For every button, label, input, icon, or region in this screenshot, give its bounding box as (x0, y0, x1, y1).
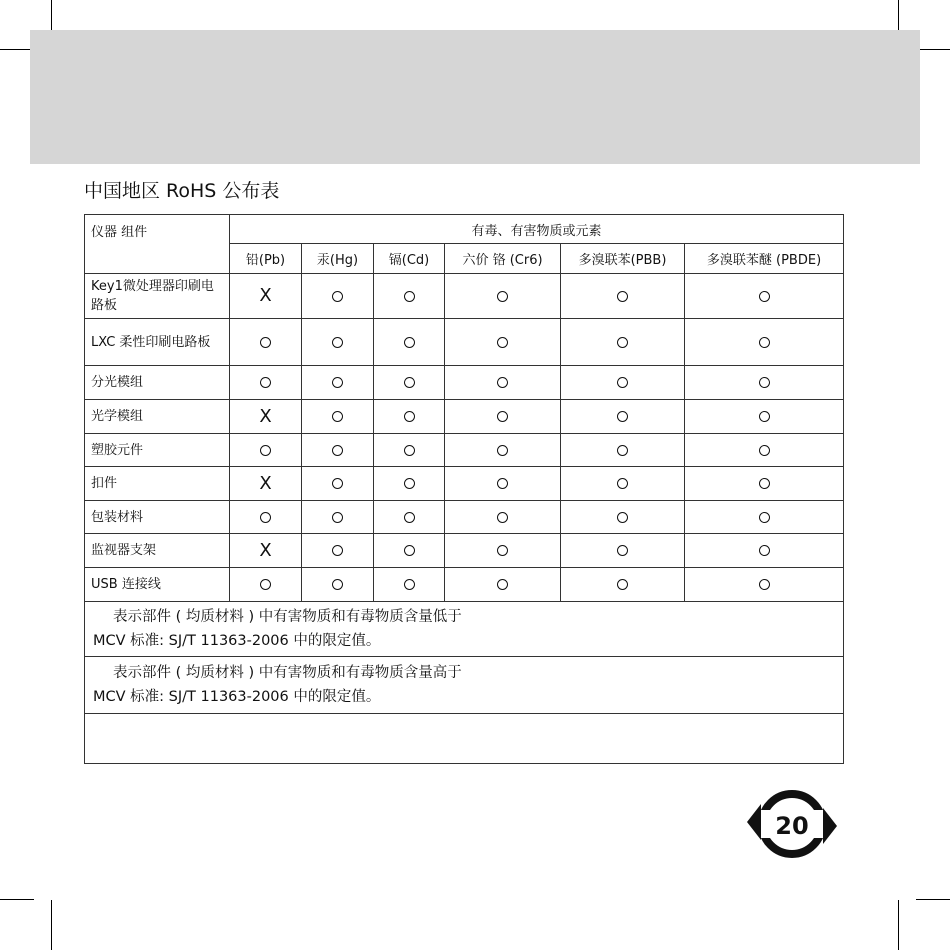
table-row (85, 501, 844, 534)
substance-header: 多溴联苯(PBB) (561, 244, 685, 274)
compliant-circle-icon (332, 291, 343, 302)
compliant-circle-icon (332, 377, 343, 388)
substance-cell (374, 366, 445, 400)
part-name: Key1微处理器印刷电路板 (85, 274, 230, 319)
crop-mark (0, 49, 34, 50)
part-name: 塑胶元件 (85, 434, 230, 467)
compliant-circle-icon (759, 337, 770, 348)
substance-cell (302, 534, 374, 568)
substance-cell (374, 434, 445, 467)
substance-cell (561, 467, 685, 501)
compliant-circle-icon (260, 579, 271, 590)
substance-cell (685, 319, 844, 366)
table-row (85, 534, 844, 568)
compliant-circle-icon (617, 512, 628, 523)
compliant-circle-icon (617, 337, 628, 348)
compliant-circle-icon (404, 337, 415, 348)
compliant-circle-icon (260, 337, 271, 348)
substance-header: 六价 铬 (Cr6) (445, 244, 561, 274)
substance-cell (374, 534, 445, 568)
logo-number: 20 (775, 812, 809, 840)
compliant-circle-icon (759, 445, 770, 456)
compliant-circle-icon (497, 445, 508, 456)
substance-cell (302, 319, 374, 366)
compliant-circle-icon (404, 478, 415, 489)
compliant-circle-icon (759, 579, 770, 590)
part-name: LXC 柔性印刷电路板 (85, 319, 230, 366)
compliant-circle-icon (404, 512, 415, 523)
compliant-circle-icon (332, 411, 343, 422)
substance-cell (230, 366, 302, 400)
substance-cell (230, 467, 302, 501)
compliant-circle-icon (617, 377, 628, 388)
header-banner (30, 30, 920, 164)
page-title: 中国地区 RoHS 公布表 (84, 180, 280, 202)
substance-cell (445, 366, 561, 400)
substance-cell (685, 467, 844, 501)
substance-cell (561, 274, 685, 319)
substance-cell (230, 534, 302, 568)
table-row (85, 467, 844, 501)
compliant-circle-icon (497, 337, 508, 348)
compliant-circle-icon (404, 545, 415, 556)
substance-cell (374, 400, 445, 434)
compliant-circle-icon (759, 512, 770, 523)
part-name: USB 连接线 (85, 568, 230, 602)
substance-cell (685, 400, 844, 434)
table-row (85, 400, 844, 434)
compliant-circle-icon (617, 291, 628, 302)
substance-cell (445, 467, 561, 501)
compliant-circle-icon (497, 579, 508, 590)
substance-cell (302, 501, 374, 534)
compliant-circle-icon (497, 545, 508, 556)
compliant-circle-icon (404, 579, 415, 590)
substance-cell (374, 568, 445, 602)
compliant-circle-icon (759, 411, 770, 422)
table-row (85, 319, 844, 366)
compliant-circle-icon (260, 445, 271, 456)
substance-cell (445, 501, 561, 534)
compliant-circle-icon (497, 411, 508, 422)
compliant-circle-icon (497, 377, 508, 388)
substance-cell (561, 501, 685, 534)
crop-mark (916, 899, 950, 900)
table-row (85, 568, 844, 602)
crop-mark (51, 900, 52, 950)
note-o-cell (85, 602, 844, 657)
substance-cell (302, 434, 374, 467)
compliant-circle-icon (332, 512, 343, 523)
compliant-circle-icon (260, 377, 271, 388)
substance-cell (230, 568, 302, 602)
substance-cell (445, 319, 561, 366)
compliant-circle-icon (617, 579, 628, 590)
substance-cell (445, 568, 561, 602)
note-x-cell (85, 657, 844, 714)
substance-cell (374, 319, 445, 366)
compliant-circle-icon (617, 411, 628, 422)
substance-cell (302, 568, 374, 602)
substance-cell (374, 467, 445, 501)
compliant-circle-icon (759, 478, 770, 489)
substance-cell (685, 534, 844, 568)
compliant-circle-icon (617, 478, 628, 489)
substance-cell (302, 467, 374, 501)
substance-cell (561, 400, 685, 434)
note-o-line2: MCV 标准: SJ/T 11363-2006 中的限定值。 (93, 633, 381, 649)
compliant-circle-icon (332, 337, 343, 348)
compliant-circle-icon (759, 545, 770, 556)
compliant-circle-icon (497, 291, 508, 302)
substance-cell (561, 534, 685, 568)
compliant-circle-icon (332, 445, 343, 456)
recycle-period-logo (747, 784, 837, 864)
substance-cell (230, 434, 302, 467)
substance-header: 铅(Pb) (230, 244, 302, 274)
table-row (85, 366, 844, 400)
exceed-mark: X (259, 539, 272, 561)
substance-header: 镉(Cd) (374, 244, 445, 274)
compliant-circle-icon (332, 545, 343, 556)
substance-cell (445, 400, 561, 434)
substance-cell (302, 400, 374, 434)
exceed-mark: X (259, 285, 272, 306)
rohs-table (84, 214, 844, 764)
note-empty-cell (85, 714, 844, 764)
substance-cell (561, 319, 685, 366)
compliant-circle-icon (404, 291, 415, 302)
exceed-mark: X (259, 472, 272, 494)
substance-cell (374, 274, 445, 319)
crop-mark (898, 900, 899, 950)
compliant-circle-icon (260, 512, 271, 523)
compliant-circle-icon (332, 579, 343, 590)
substance-cell (230, 319, 302, 366)
substance-cell (302, 366, 374, 400)
note-x-line2: MCV 标准: SJ/T 11363-2006 中的限定值。 (93, 689, 381, 705)
exceed-mark: X (259, 405, 272, 427)
substance-cell (561, 366, 685, 400)
substance-cell (445, 274, 561, 319)
compliant-circle-icon (332, 478, 343, 489)
compliant-circle-icon (617, 545, 628, 556)
part-name: 分光模组 (85, 366, 230, 400)
crop-mark (0, 899, 34, 900)
part-name: 扣件 (85, 467, 230, 501)
substance-cell (445, 434, 561, 467)
substance-header: 汞(Hg) (302, 244, 374, 274)
compliant-circle-icon (404, 445, 415, 456)
substance-cell (230, 501, 302, 534)
note-o-line1: 表示部件 ( 均质材料 ) 中有害物质和有毒物质含量低于 (113, 609, 462, 625)
substance-cell (561, 568, 685, 602)
substance-cell (230, 400, 302, 434)
table-row (85, 434, 844, 467)
substance-cell (685, 434, 844, 467)
substance-cell (685, 274, 844, 319)
note-x-line1: 表示部件 ( 均质材料 ) 中有害物质和有毒物质含量高于 (113, 665, 462, 681)
compliant-circle-icon (404, 411, 415, 422)
part-name: 光学模组 (85, 400, 230, 434)
substance-cell (374, 501, 445, 534)
compliant-circle-icon (497, 478, 508, 489)
substance-cell (685, 568, 844, 602)
substance-cell (230, 274, 302, 319)
substance-cell (445, 534, 561, 568)
substance-cell (561, 434, 685, 467)
part-column-header: 仪器 组件 (85, 215, 230, 274)
part-name: 包装材料 (85, 501, 230, 534)
substance-cell (685, 501, 844, 534)
substance-group-header: 有毒、有害物质或元素 (230, 215, 844, 244)
compliant-circle-icon (404, 377, 415, 388)
compliant-circle-icon (759, 291, 770, 302)
substance-cell (302, 274, 374, 319)
compliant-circle-icon (497, 512, 508, 523)
substance-cell (685, 366, 844, 400)
part-name: 监视器支架 (85, 534, 230, 568)
crop-mark (916, 49, 950, 50)
substance-header: 多溴联苯醚 (PBDE) (685, 244, 844, 274)
compliant-circle-icon (759, 377, 770, 388)
compliant-circle-icon (617, 445, 628, 456)
table-row (85, 274, 844, 319)
